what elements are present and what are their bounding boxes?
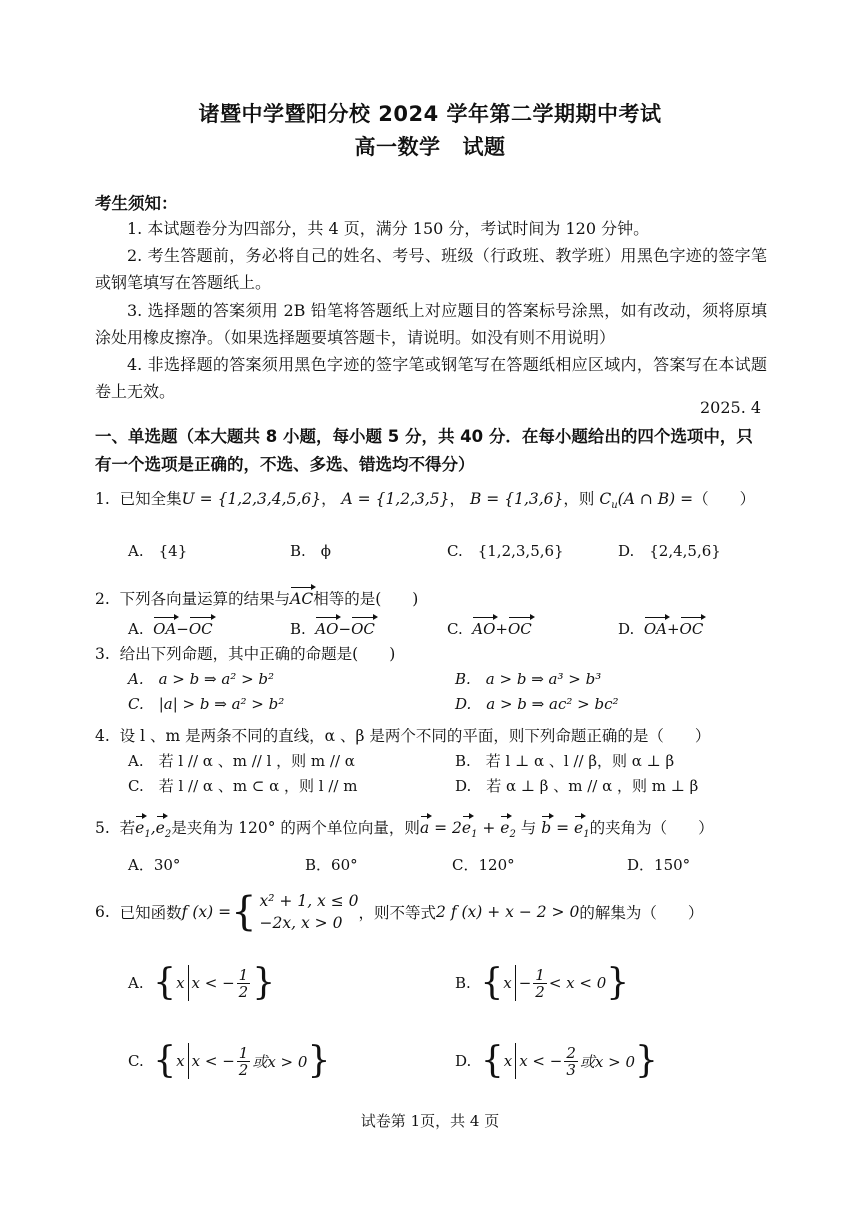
question-5: 5. 若$e_1,e_2$是夹角为 120° 的两个单位向量，则$a = 2e_1 + e_2$ 与 $b = e_1$的夹角为（ ） [95, 819, 714, 841]
q6-option-b: B. { x − $\frac{1}{2}$ < x < 0 } [455, 962, 630, 1003]
notice-item-4: 4. 非选择题的答案须用黑色字迹的签字笔或钢笔写在答题纸相应区域内，答案写在本试题卷上无效。 [95, 355, 767, 402]
set-u: U = {1,2,3,4,5,6} [181, 490, 322, 508]
section-heading: 一、单选题（本大题共 8 小题，每小题 5 分，共 40 分．在每小题给出的四个选项中，只有一个选项是正确的，不选、多选、错选均不得分） [95, 427, 753, 474]
function-def: f (x) = [181, 903, 232, 921]
notice-item-1: 1. 本试题卷分为四部分，共 4 页，满分 150 分，考试时间为 120 分钟。 [127, 219, 650, 238]
question-4: 4. 设 l 、m 是两条不同的直线，α 、β 是两个不同的平面，则下列命题正确的是（ ） [95, 727, 711, 745]
q3-option-a: A. a > b ⇒ a² > b² [128, 670, 275, 688]
q3-option-c: C. |a| > b ⇒ a² > b² [128, 695, 285, 713]
q6-option-c: C. { x x < − $\frac{1}{2}$ 或x > 0 } [128, 1040, 331, 1081]
q2-option-c: C. AO+OC [447, 620, 532, 638]
exam-date: 2025. 4 [700, 398, 762, 417]
complement-expr: $C_u(A$ ∩ B) [599, 490, 676, 512]
notice-item-2: 2. 考生答题前，务必将自己的姓名、考号、班级（行政班、教学班）用黑色字迹的签字笔或钢笔填写在答题纸上。 [95, 246, 767, 293]
notice-list [95, 215, 767, 405]
question-2: 2. 下列各向量运算的结果与AC相等的是( ) [95, 590, 419, 608]
q3-option-b: B. a > b ⇒ a³ > b³ [455, 670, 602, 688]
q2-option-b: B. AO−OC [290, 620, 375, 638]
q1-option-a: A. {4} [128, 542, 188, 560]
piecewise-cases: { x² + 1, x ≤ 0 −2x, x > 0 [231, 889, 359, 935]
notice-heading: 考生须知： [95, 194, 178, 213]
question-3: 3. 给出下列命题，其中正确的命题是( ) [95, 645, 396, 663]
q4-option-b: B. 若 l ⊥ α 、l // β，则 α ⊥ β [455, 752, 675, 770]
unit-vectors: $e_1,e_2$ [135, 819, 172, 841]
question-1: 1. 已知全集U = {1,2,3,4,5,6}， A = {1,2,3,5}， B = {1,3,6}，则 $C_u(A$ ∩ B) =（ ） [95, 490, 756, 512]
q1-option-d: D. {2,4,5,6} [618, 542, 721, 560]
paper-label: 试题 [462, 135, 506, 159]
q6-option-d: D. { x x < − $\frac{2}{3}$ 或x > 0 } [455, 1040, 658, 1081]
notice-item-3: 3. 选择题的答案须用 2B 铅笔将答题纸上对应题目的答案标号涂黑，如有改动，须将原填涂处用橡皮擦净。（如果选择题要填答题卡，请说明。如没有则不用说明） [95, 300, 767, 347]
q4-option-a: A. 若 l // α 、m // l ，则 m // α [128, 752, 355, 770]
inequality: 2 f (x) + x − 2 > 0 [436, 903, 580, 921]
page-footer: 试卷第 1页，共 4 页 [360, 1112, 500, 1130]
q2-option-a: A. OA−OC [128, 620, 213, 638]
exam-title: 诸暨中学暨阳分校 2024 学年第二学期期中考试 [198, 102, 662, 126]
q1-option-b: B. ϕ [290, 542, 332, 560]
q5-option-b: B．60° [305, 856, 358, 874]
set-b: B = {1,3,6} [469, 490, 564, 508]
question-6: 6. 已知函数 f (x) = { x² + 1, x ≤ 0 −2x, x > 0 ，则不等式 2 f (x) + x − 2 > 0 的解集为（ ） [95, 889, 704, 935]
vector-ac: AC [290, 590, 314, 608]
q6-option-a: A. { x x < − $\frac{1}{2}$ } [128, 962, 276, 1003]
subject-label: 高一数学 [354, 135, 441, 159]
q1-option-c: C. {1,2,3,5,6} [447, 542, 564, 560]
q5-option-d: D．150° [627, 856, 691, 874]
exam-subtitle [0, 131, 860, 161]
q2-option-d: D. OA+OC [618, 620, 704, 638]
q4-option-c: C. 若 l // α 、m ⊂ α ，则 l // m [128, 777, 358, 795]
q4-option-d: D. 若 α ⊥ β 、m // α ，则 m ⊥ β [455, 777, 699, 795]
q5-option-c: C．120° [452, 856, 515, 874]
q3-option-d: D. a > b ⇒ ac² > bc² [455, 695, 619, 713]
set-a: A = {1,2,3,5} [341, 490, 450, 508]
vector-expr: $a = 2e_1 + e_2$ [419, 819, 516, 841]
q5-option-a: A．30° [128, 856, 181, 874]
